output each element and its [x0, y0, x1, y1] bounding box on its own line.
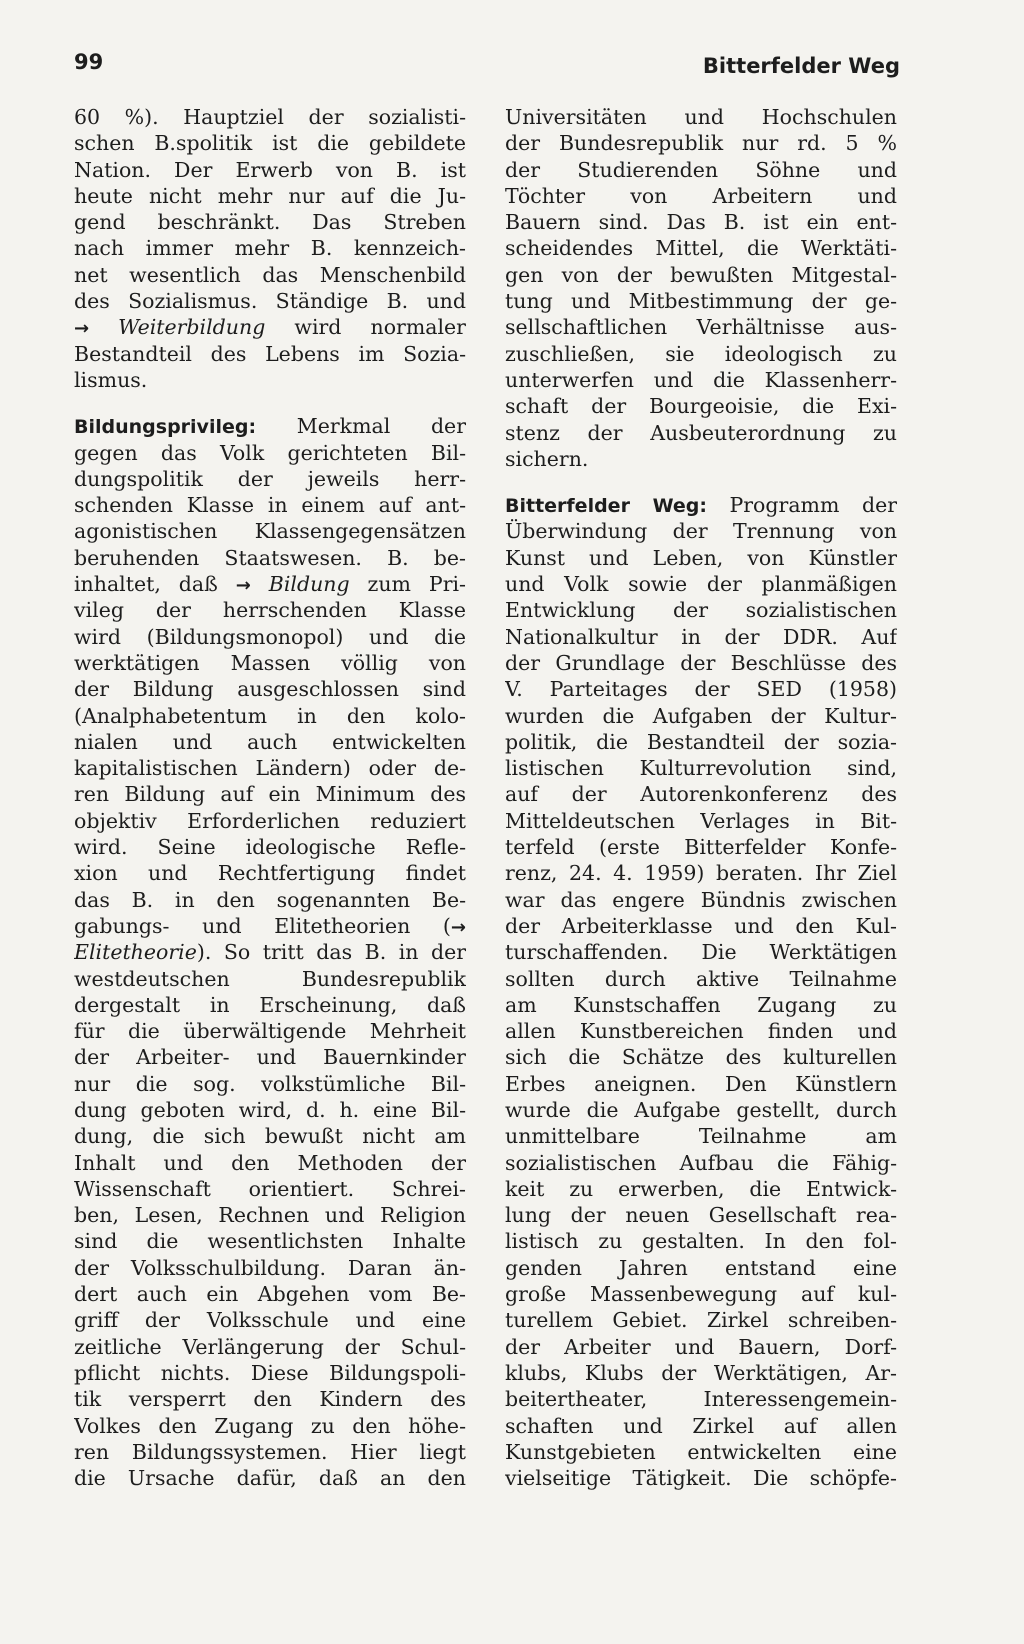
text-line: Universitäten und Hochschulen	[505, 105, 897, 129]
text-line: schen B.spolitik ist die gebildete	[74, 131, 466, 156]
text-line: heute nicht mehr nur auf die Ju-	[74, 183, 466, 208]
text-fragment: inhaltet, daß	[74, 572, 236, 597]
text-line: stenz der Ausbeuterordnung zu	[505, 420, 897, 445]
text-line: sellschaftlichen Verhältnisse aus-	[505, 315, 897, 340]
text-line: politik, die Bestandteil der sozia-	[505, 729, 897, 754]
cross-reference: Weiterbildung	[118, 315, 266, 340]
text-line: unmittelbare Teilnahme am	[505, 1124, 897, 1149]
text-line: tung und Mitbestimmung der ge-	[505, 289, 897, 314]
text-line: vielseitige Tätigkeit. Die schöpfe-	[505, 1466, 897, 1491]
cross-reference: Elitetheorie	[74, 940, 197, 965]
text-fragment: ). So tritt das B. in der	[196, 940, 466, 965]
entry-first-line	[505, 492, 897, 518]
text-line: beruhenden Staatswesen. B. be-	[74, 545, 466, 570]
running-head: Bitterfelder Weg	[702, 54, 900, 78]
text-line: (Analphabetentum in den kolo-	[74, 703, 466, 728]
text-line: westdeutschen Bundesrepublik	[74, 966, 466, 991]
text-fragment: Programm der	[706, 493, 897, 518]
text-line: große Massenbewegung auf kul-	[505, 1282, 897, 1307]
text-line: Kunst und Leben, von Künstler	[505, 545, 897, 570]
text-line: turschaffenden. Die Werktätigen	[505, 940, 897, 965]
text-line: vileg der herrschenden Klasse	[74, 598, 466, 623]
text-line: werktätigen Massen völlig von	[74, 650, 466, 675]
text-fragment: Merkmal der	[256, 414, 466, 439]
text-line: wurden die Aufgaben der Kultur-	[505, 703, 897, 728]
text-line: der Arbeiter und Bauern, Dorf-	[505, 1334, 897, 1359]
text-line: sichern.	[505, 446, 589, 471]
entry-headword: Bitterfelder Weg:	[505, 495, 707, 518]
text-line: Bauern sind. Das B. ist ein ent-	[505, 210, 897, 235]
left-column	[74, 104, 466, 1491]
entry-headword: Bildungsprivileg:	[74, 416, 257, 439]
text-line: der Grundlage der Beschlüsse des	[505, 650, 897, 675]
text-line: der Bildung ausgeschlossen sind	[74, 677, 466, 702]
text-line: Nationalkultur in der DDR. Auf	[505, 624, 897, 649]
text-line: lung der neuen Gesellschaft rea-	[505, 1203, 897, 1228]
text-line: pflicht nichts. Diese Bildungspoli-	[74, 1360, 466, 1385]
text-line: V. Parteitages der SED (1958)	[505, 677, 897, 702]
text-line: Mitteldeutschen Verlages in Bit-	[505, 808, 897, 833]
text-line: schaften und Zirkel auf allen	[505, 1413, 897, 1438]
text-line: dung, die sich bewußt nicht am	[74, 1124, 466, 1149]
text-line: keit zu erwerben, die Entwick-	[505, 1176, 897, 1201]
text-line: sollten durch aktive Teilnahme	[505, 966, 897, 991]
text-line: zuschließen, sie ideologisch zu	[505, 341, 897, 366]
text-line: gegen das Volk gerichteten Bil-	[74, 440, 466, 465]
text-line: griff der Volksschule und eine	[74, 1308, 466, 1333]
text-line: des Sozialismus. Ständige B. und	[74, 289, 466, 314]
cross-reference-arrow-icon: →	[450, 916, 466, 938]
text-line: ren Bildung auf ein Minimum des	[74, 782, 466, 807]
text-line: Bestandteil des Lebens im Sozia-	[74, 341, 466, 366]
text-line: net wesentlich das Menschenbild	[74, 262, 466, 287]
text-line: nialen und auch entwickelten	[74, 729, 466, 754]
paragraph-gap	[74, 393, 466, 413]
text-line: ren Bildungssystemen. Hier liegt	[74, 1439, 466, 1464]
right-column	[505, 104, 897, 1491]
text-line: allen Kunstbereichen finden und	[505, 1019, 897, 1044]
text-line: Entwicklung der sozialistischen	[505, 598, 897, 623]
text-line: sozialistischen Aufbau die Fähig-	[505, 1150, 897, 1175]
text-line: unterwerfen und die Klassenherr-	[505, 367, 897, 392]
text-line: sind die wesentlichsten Inhalte	[74, 1229, 466, 1254]
text-line: objektiv Erforderlichen reduziert	[74, 808, 466, 833]
text-line	[74, 939, 466, 965]
text-line: agonistischen Klassengegensätzen	[74, 519, 466, 544]
cross-reference-arrow-icon: →	[235, 575, 251, 597]
text-line: listisch zu gestalten. In den fol-	[505, 1229, 897, 1254]
text-line: das B. in den sogenannten Be-	[74, 887, 466, 912]
text-line: Überwindung der Trennung von	[505, 519, 897, 544]
text-line: kapitalistischen Ländern) oder de-	[74, 756, 466, 781]
text-line: wird (Bildungsmonopol) und die	[74, 624, 466, 649]
text-line: wurde die Aufgabe gestellt, durch	[505, 1097, 897, 1122]
text-line: zeitliche Verlängerung der Schul-	[74, 1334, 466, 1359]
text-line: turellem Gebiet. Zirkel schreiben-	[505, 1308, 897, 1333]
text-line	[74, 571, 466, 597]
text-line: terfeld (erste Bitterfelder Konfe-	[505, 835, 897, 860]
text-line: Töchter von Arbeitern und	[505, 183, 897, 208]
page-number: 99	[74, 50, 104, 74]
text-line: schaft der Bourgeoisie, die Exi-	[505, 394, 897, 419]
text-line: 60 %). Hauptziel der sozialisti-	[74, 105, 466, 129]
text-line: und Volk sowie der planmäßigen	[505, 572, 897, 597]
text-fragment: zum Pri-	[349, 572, 466, 597]
text-line: lismus.	[74, 367, 148, 392]
text-line: dungspolitik der jeweils herr-	[74, 466, 466, 491]
text-line: am Kunstschaffen Zugang zu	[505, 992, 897, 1017]
text-line: Volkes den Zugang zu den höhe-	[74, 1413, 466, 1438]
text-line: dergestalt in Erscheinung, daß	[74, 992, 466, 1017]
text-line: sich die Schätze des kulturellen	[505, 1045, 897, 1070]
text-line: nach immer mehr B. kennzeich-	[74, 236, 466, 261]
text-line: klubs, Klubs der Werktätigen, Ar-	[505, 1360, 897, 1385]
text-line: dert auch ein Abgehen vom Be-	[74, 1282, 466, 1307]
text-line: der Arbeiter- und Bauernkinder	[74, 1045, 466, 1070]
text-line: xion und Rechtfertigung findet	[74, 861, 466, 886]
text-line: renz, 24. 4. 1959) beraten. Ihr Ziel	[505, 861, 897, 886]
text-line: ben, Lesen, Rechnen und Religion	[74, 1203, 466, 1228]
text-line: die Ursache dafür, daß an den	[74, 1466, 466, 1491]
entry-first-line	[74, 413, 466, 439]
text-line: gend beschränkt. Das Streben	[74, 210, 466, 235]
text-fragment: wird normaler	[265, 315, 466, 340]
text-line: für die überwältigende Mehrheit	[74, 1019, 466, 1044]
text-line	[74, 913, 466, 939]
paragraph-gap	[505, 472, 897, 492]
text-line: genden Jahren entstand eine	[505, 1255, 897, 1280]
text-line: gen von der bewußten Mitgestal-	[505, 262, 897, 287]
text-line: der Volksschulbildung. Daran än-	[74, 1255, 466, 1280]
text-line: schenden Klasse in einem auf ant-	[74, 493, 466, 518]
text-line	[74, 314, 466, 340]
text-line: der Studierenden Söhne und	[505, 157, 897, 182]
cross-reference: Bildung	[268, 572, 350, 597]
text-fragment: gabungs- und Elitetheorien (	[74, 913, 451, 938]
text-line: Nation. Der Erwerb von B. ist	[74, 157, 466, 182]
text-line: der Arbeiterklasse und den Kul-	[505, 913, 897, 938]
text-line: wird. Seine ideologische Refle-	[74, 835, 466, 860]
text-line: scheidendes Mittel, die Werktäti-	[505, 236, 897, 261]
text-line: war das engere Bündnis zwischen	[505, 887, 897, 912]
text-line: dung geboten wird, d. h. eine Bil-	[74, 1097, 466, 1122]
text-line: nur die sog. volkstümliche Bil-	[74, 1071, 466, 1096]
text-line: listischen Kulturrevolution sind,	[505, 756, 897, 781]
text-line: auf der Autorenkonferenz des	[505, 782, 897, 807]
text-line: Wissenschaft orientiert. Schrei-	[74, 1176, 466, 1201]
text-line: Erbes aneignen. Den Künstlern	[505, 1071, 897, 1096]
cross-reference-arrow-icon: →	[74, 318, 90, 340]
text-line: Kunstgebieten entwickelten eine	[505, 1439, 897, 1464]
text-line: beitertheater, Interessengemein-	[505, 1387, 897, 1412]
text-line: tik versperrt den Kindern des	[74, 1387, 466, 1412]
text-line: der Bundesrepublik nur rd. 5 %	[505, 131, 897, 156]
text-line: Inhalt und den Methoden der	[74, 1150, 466, 1175]
